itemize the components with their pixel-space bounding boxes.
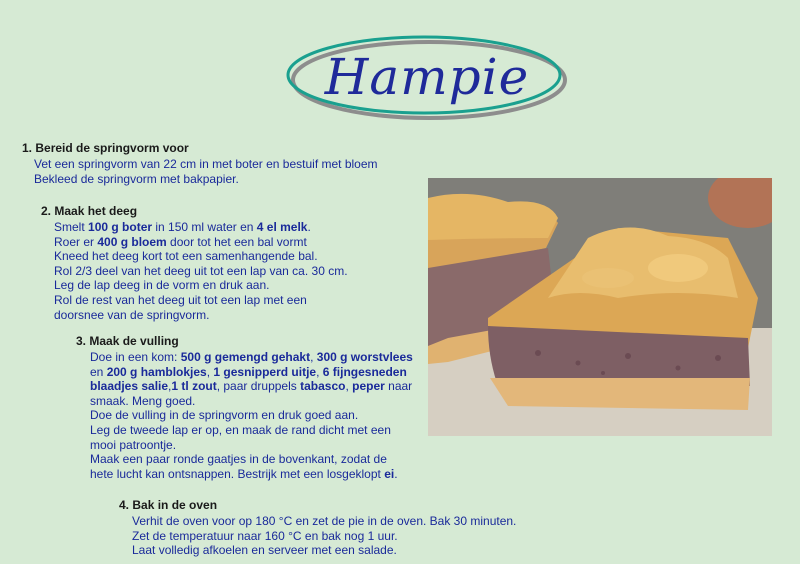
step-line: smaak. Meng goed.: [90, 393, 196, 408]
step-line: Kneed het deeg kort tot een samenhangende bal.: [54, 249, 318, 264]
step-line: Doe de vulling in de springvorm en druk goed aan.: [90, 408, 359, 423]
pie-photo: [428, 178, 772, 436]
step-3-heading: 3. Maak de vulling: [76, 334, 179, 348]
step-line: Maak een paar ronde gaatjes in de bovenkant, zodat de: [90, 452, 387, 467]
step-line: Vet een springvorm van 22 cm in met boter en bestuif met bloem: [34, 157, 378, 171]
step-line: Roer er 400 g bloem door tot het een bal vormt: [54, 234, 307, 249]
step-line: mooi patroontje.: [90, 437, 177, 452]
step-line: doorsnee van de springvorm.: [54, 307, 210, 322]
title-badge: [282, 28, 572, 124]
step-4-body: [132, 514, 516, 558]
step-4-heading: 4. Bak in de oven: [119, 498, 218, 512]
step-2-heading: 2. Maak het deeg: [41, 204, 138, 218]
step-line: Laat volledig afkoelen en serveer met een salade.: [132, 543, 397, 558]
step-line: en 200 g hamblokjes, 1 gesnipperd uitje, 6 fijngesneden: [90, 364, 407, 379]
step-1-heading: 1. Bereid de springvorm voor: [22, 141, 189, 155]
step-1-body: [34, 157, 378, 186]
step-line: blaadjes salie,1 tl zout, paar druppels tabasco, peper naar: [90, 379, 413, 394]
step-line: Leg de tweede lap er op, en maak de rand dicht met een: [90, 422, 391, 437]
step-line: Zet de temperatuur naar 160 °C en bak nog 1 uur.: [132, 528, 398, 543]
step-line: Smelt 100 g boter in 150 ml water en 4 el melk.: [54, 220, 311, 234]
step-line: Leg de lap deeg in de vorm en druk aan.: [54, 278, 270, 293]
page-title: Hampie: [324, 48, 530, 106]
step-3-body: [90, 350, 413, 481]
step-line: Verhit de oven voor op 180 °C en zet de pie in de oven. Bak 30 minuten.: [132, 514, 517, 528]
step-line: Bekleed de springvorm met bakpapier.: [34, 171, 239, 186]
step-2-body: [54, 220, 348, 322]
step-line: hete lucht kan ontsnappen. Bestrijk met een losgeklopt ei.: [90, 466, 398, 481]
step-line: Doe in een kom: 500 g gemengd gehakt, 300 g worstvlees: [90, 350, 413, 364]
step-line: Rol 2/3 deel van het deeg uit tot een lap van ca. 30 cm.: [54, 263, 348, 278]
step-line: Rol de rest van het deeg uit tot een lap met een: [54, 292, 307, 307]
